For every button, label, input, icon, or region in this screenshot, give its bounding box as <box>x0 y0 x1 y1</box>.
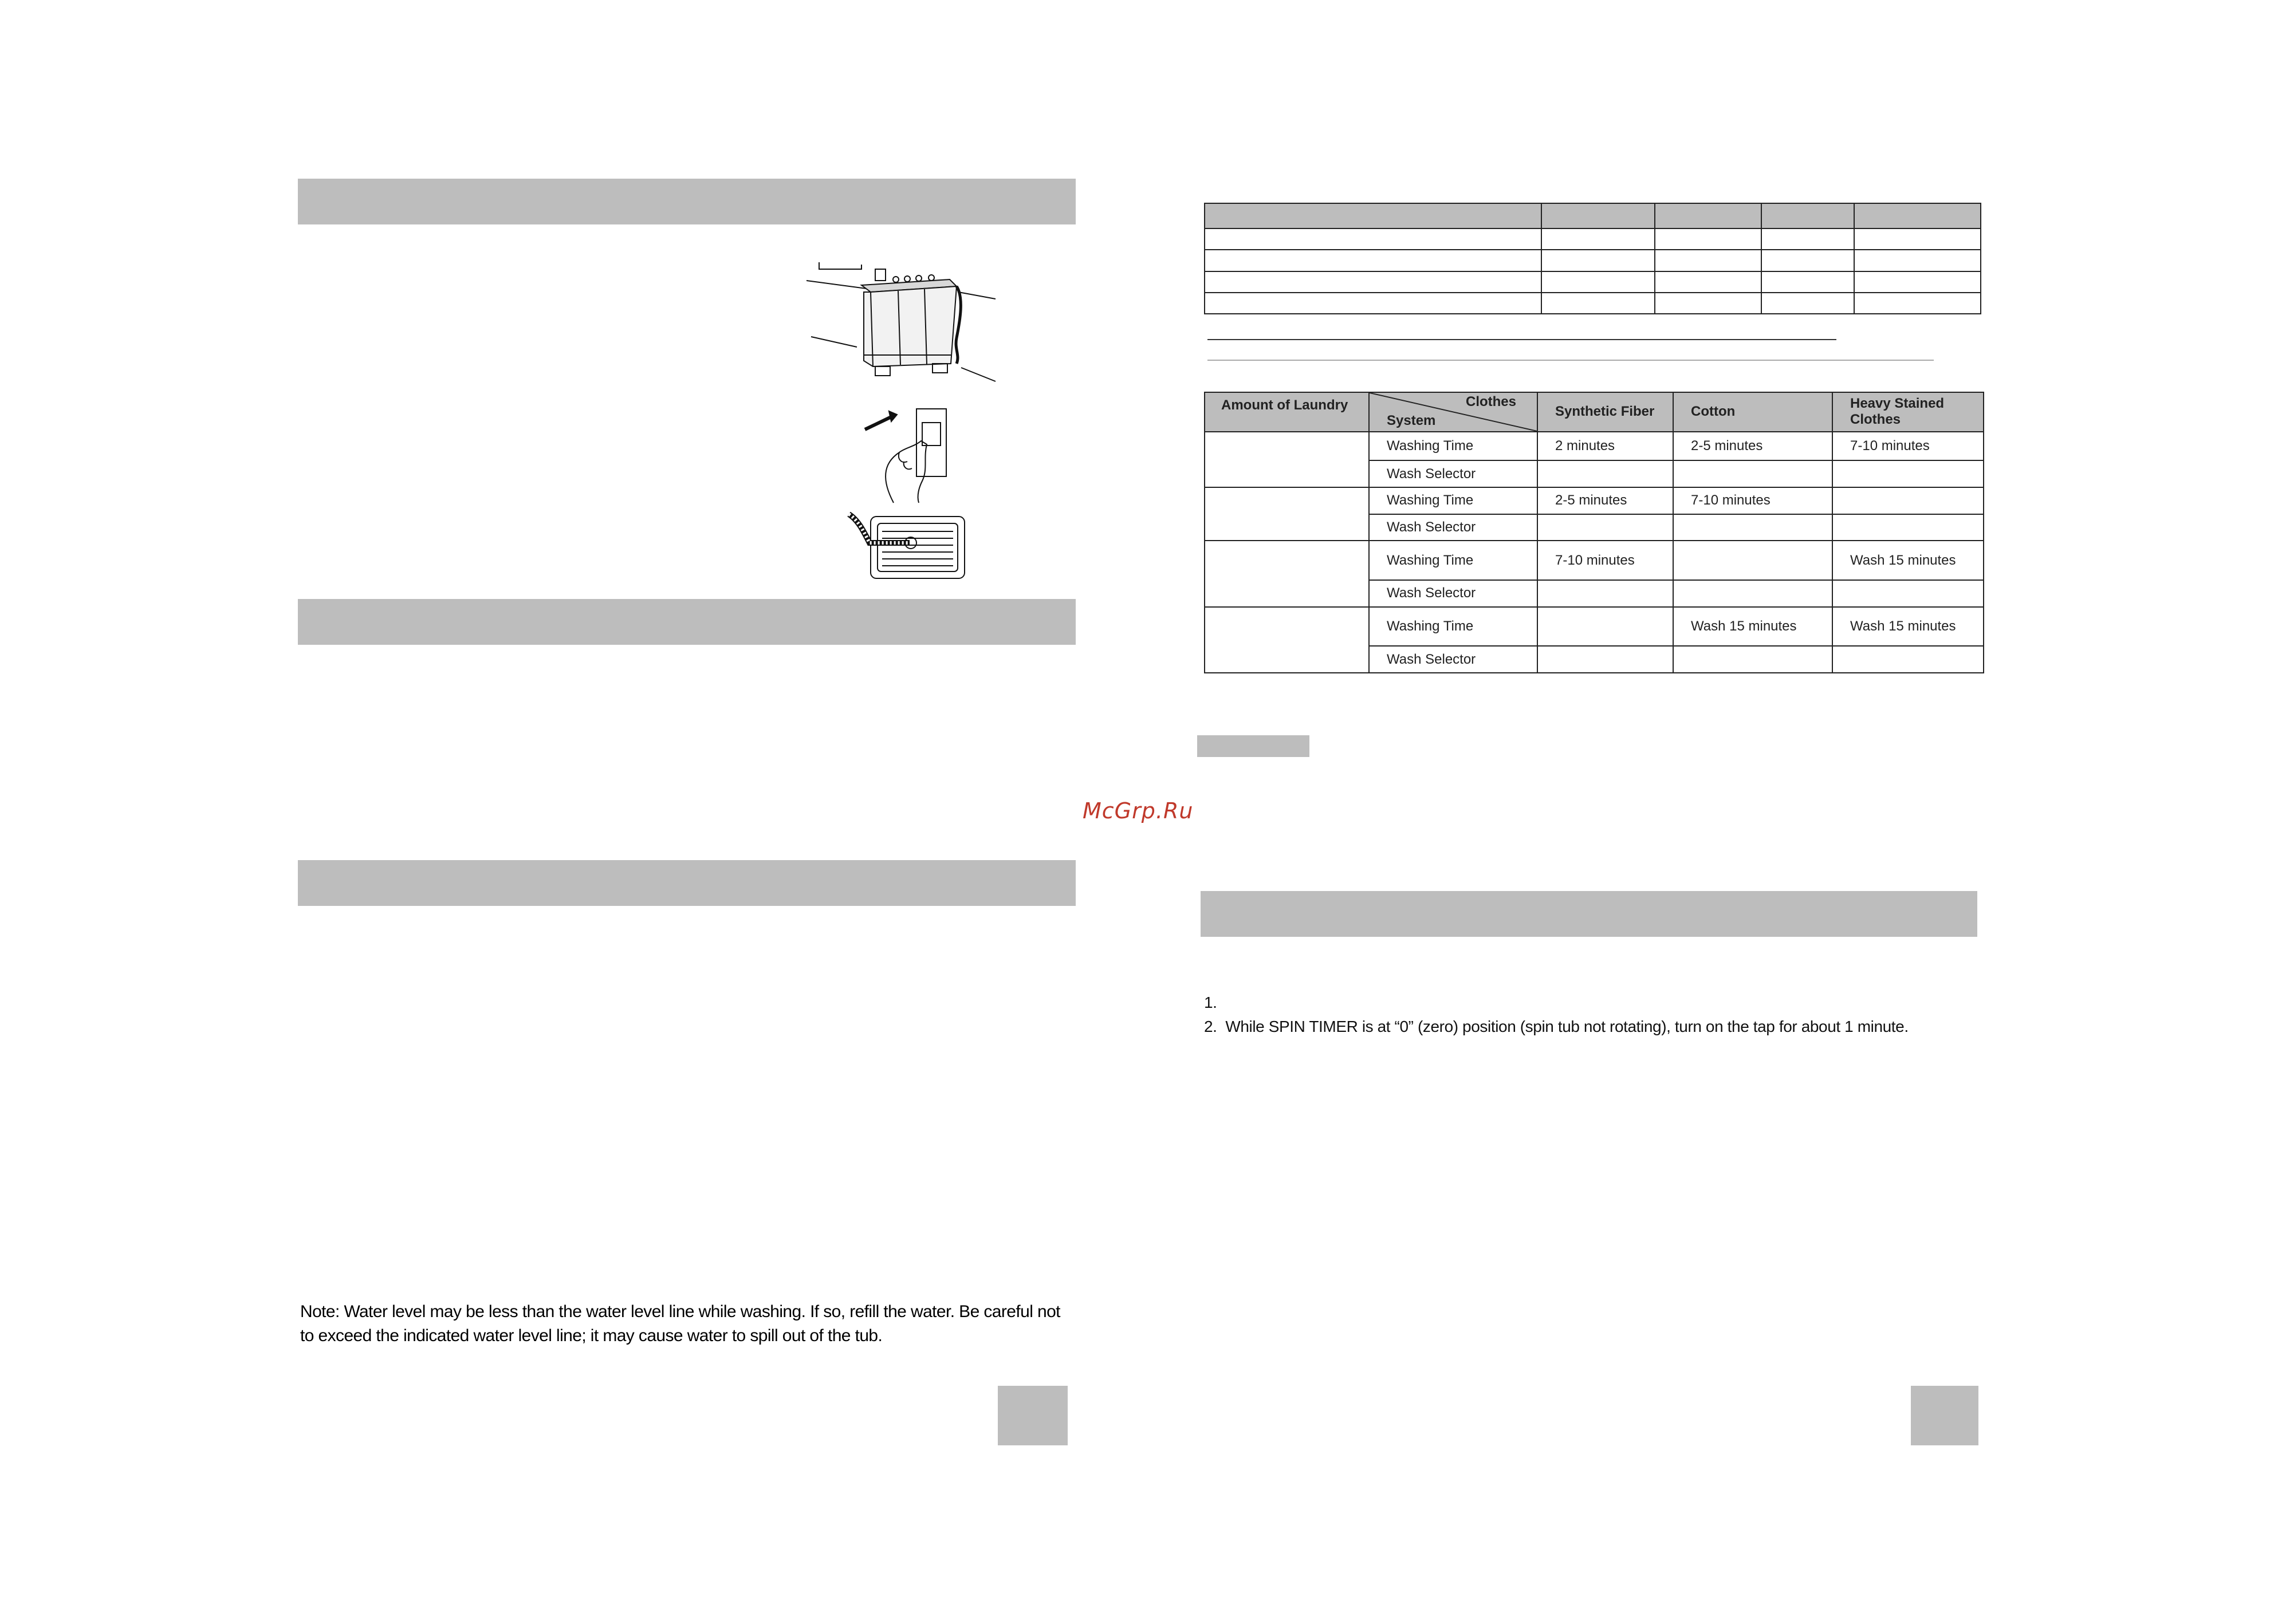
step-item: 2. While SPIN TIMER is at “0” (zero) position (spin tub not rotating), turn on the tap for about 1 minute. <box>1204 1018 1909 1035</box>
header-cotton: Cotton <box>1673 392 1832 432</box>
washing-time-table <box>1204 392 1984 673</box>
heavy-cell <box>1832 646 1984 673</box>
synthetic-cell: 2 minutes <box>1537 432 1673 461</box>
drain-filter-illustration <box>847 509 973 583</box>
system-cell: Washing Time <box>1369 432 1537 461</box>
instruction-steps <box>1204 991 2006 1039</box>
table-row <box>1205 607 1984 647</box>
cotton-cell <box>1673 460 1832 487</box>
divider-line-1 <box>1207 339 1836 340</box>
heavy-cell <box>1832 460 1984 487</box>
header-clothes-system <box>1369 392 1537 432</box>
system-cell: Wash Selector <box>1369 580 1537 607</box>
step-item: 1. <box>1204 994 1217 1011</box>
table-row <box>1205 271 1981 293</box>
system-cell: Washing Time <box>1369 487 1537 514</box>
header-synthetic-fiber: Synthetic Fiber <box>1537 392 1673 432</box>
header-heavy-stained: Heavy Stained Clothes <box>1832 392 1984 432</box>
section-header-bar-4 <box>1201 891 1977 937</box>
amount-cell <box>1205 541 1369 606</box>
heavy-cell: Wash 15 minutes <box>1832 541 1984 580</box>
synthetic-cell <box>1537 514 1673 541</box>
table-row <box>1205 293 1981 314</box>
synthetic-cell <box>1537 607 1673 647</box>
water-level-note: Note: Water level may be less than the water level line while washing. If so, refill the water. Be careful not to exceed the indicated water level line; it may cause water to spill out of the tub. <box>300 1302 1060 1345</box>
synthetic-cell: 2-5 minutes <box>1537 487 1673 514</box>
upper-table-header-row <box>1205 203 1981 228</box>
cotton-cell <box>1673 646 1832 673</box>
synthetic-cell <box>1537 580 1673 607</box>
page-number-box-left <box>998 1386 1068 1445</box>
divider-line-2 <box>1207 360 1934 361</box>
amount-cell <box>1205 432 1369 487</box>
small-label-bar <box>1197 735 1309 757</box>
synthetic-cell: 7-10 minutes <box>1537 541 1673 580</box>
cotton-cell <box>1673 541 1832 580</box>
heavy-cell: Wash 15 minutes <box>1832 607 1984 647</box>
section-header-bar-1 <box>298 179 1076 224</box>
table-row <box>1205 487 1984 514</box>
cotton-cell: 7-10 minutes <box>1673 487 1832 514</box>
cotton-cell: Wash 15 minutes <box>1673 607 1832 647</box>
washing-machine-illustration <box>806 246 1007 395</box>
cotton-cell <box>1673 580 1832 607</box>
cotton-cell <box>1673 514 1832 541</box>
section-header-bar-3 <box>298 860 1076 906</box>
amount-cell <box>1205 487 1369 541</box>
system-cell: Wash Selector <box>1369 514 1537 541</box>
system-cell: Washing Time <box>1369 607 1537 647</box>
system-cell: Washing Time <box>1369 541 1537 580</box>
synthetic-cell <box>1537 460 1673 487</box>
system-cell: Wash Selector <box>1369 646 1537 673</box>
table-row <box>1205 541 1984 580</box>
heavy-cell <box>1832 487 1984 514</box>
section-header-bar-2 <box>298 599 1076 645</box>
table-row <box>1205 228 1981 250</box>
amount-cell <box>1205 607 1369 673</box>
header-clothes: Clothes <box>1465 394 1516 409</box>
table-row <box>1205 432 1984 461</box>
upper-table <box>1204 203 1981 314</box>
cotton-cell: 2-5 minutes <box>1673 432 1832 461</box>
hand-plug-illustration <box>859 407 962 504</box>
header-system: System <box>1387 412 1436 428</box>
page-number-box-right <box>1911 1386 1978 1445</box>
table-row <box>1205 250 1981 271</box>
synthetic-cell <box>1537 646 1673 673</box>
wash-table-header <box>1205 392 1984 432</box>
heavy-cell: 7-10 minutes <box>1832 432 1984 461</box>
system-cell: Wash Selector <box>1369 460 1537 487</box>
heavy-cell <box>1832 580 1984 607</box>
header-amount-of-laundry: Amount of Laundry <box>1205 392 1369 432</box>
heavy-cell <box>1832 514 1984 541</box>
watermark-text: McGrp.Ru <box>1083 798 1194 823</box>
